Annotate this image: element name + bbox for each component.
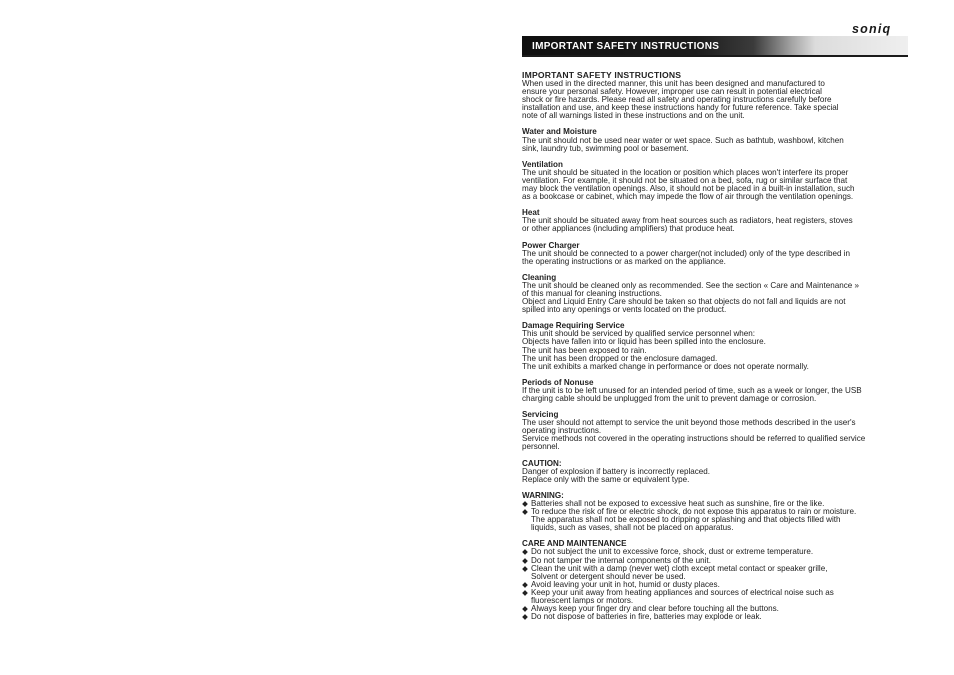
section-heat	[522, 209, 906, 233]
list-item-text: Avoid leaving your unit in hot, humid or dusty places.	[531, 579, 720, 589]
banner-title: IMPORTANT SAFETY INSTRUCTIONS	[532, 41, 720, 52]
section-title: Water and Moisture	[522, 127, 597, 137]
diamond-bullet-icon	[522, 509, 528, 515]
section-title: Cleaning	[522, 272, 557, 282]
section-caution	[522, 460, 906, 484]
list-item-text: Always keep your finger dry and clear before touching all the buttons.	[531, 604, 779, 614]
section-body: The unit should be connected to a power charger(not included) only of the type described in the operating instructions or as marked on the appliance.	[522, 248, 851, 266]
section-warning	[522, 492, 906, 532]
list-item	[522, 508, 906, 532]
section-care-maintenance	[522, 540, 906, 621]
section-power-charger	[522, 242, 906, 266]
section-servicing	[522, 411, 906, 451]
diamond-bullet-icon	[522, 606, 528, 612]
section-title: CARE AND MAINTENANCE	[522, 539, 627, 549]
section-body: The unit should be cleaned only as recommended. See the section « Care and Maintenance » of this manual for cleaning instructions. Object and Liquid Entry Care should be taken so that objects do not fall and liquids are not spilled into any openings or vents located on the product.	[522, 280, 860, 315]
section-body: The user should not attempt to service the unit beyond those methods described in the user's operating instructions. Service methods not covered in the operating instructions should be referred to qualified service personnel.	[522, 418, 866, 452]
page-title: IMPORTANT SAFETY INSTRUCTIONS	[522, 70, 682, 80]
intro-section	[522, 70, 906, 120]
safety-content	[522, 70, 906, 621]
list-item	[522, 565, 906, 581]
intro-text: When used in the directed manner, this unit has been designed and manufactured to ensure your personal safety. However, improper use can result in potential electrical shock or fire hazards. Please read all safety and operating instructions carefully before installation and use, and keep these instructions handy for future reference. Take special note of all warnings listed in these instructions and on the unit.	[522, 79, 839, 121]
warning-list	[522, 500, 906, 532]
section-ventilation	[522, 161, 906, 201]
section-cleaning	[522, 274, 906, 314]
section-body: Danger of explosion if battery is incorrectly replaced. Replace only with the same or equivalent type.	[522, 466, 711, 484]
diamond-bullet-icon	[522, 590, 528, 596]
list-item-text: Do not dispose of batteries in fire, batteries may explode or leak.	[531, 612, 762, 622]
section-damage-requiring-service	[522, 322, 906, 371]
section-title: Heat	[522, 208, 540, 218]
diamond-bullet-icon	[522, 501, 528, 507]
list-item-text: Do not tamper the internal components of the unit.	[531, 555, 711, 565]
list-item	[522, 613, 906, 621]
diamond-bullet-icon	[522, 582, 528, 588]
section-title: Periods of Nonuse	[522, 377, 594, 387]
care-list	[522, 548, 906, 621]
section-title: WARNING:	[522, 490, 564, 500]
brand-logo: soniq	[852, 22, 892, 36]
list-item-text: Clean the unit with a damp (never wet) cloth except metal contact or speaker grille, Solvent or detergent should never be used.	[531, 563, 828, 581]
list-item	[522, 589, 906, 605]
section-body: The unit should not be used near water or wet space. Such as bathtub, washbowl, kitchen sink, laundry tub, swimming pool or basement.	[522, 135, 844, 153]
section-title: Power Charger	[522, 240, 580, 250]
section-water-moisture	[522, 128, 906, 152]
section-periods-of-nonuse	[522, 379, 906, 403]
list-item-text: Keep your unit away from heating appliances and sources of electrical noise such as fluorescent lamps or motors.	[531, 587, 834, 605]
diamond-bullet-icon	[522, 558, 528, 564]
section-title: Servicing	[522, 410, 559, 420]
diamond-bullet-icon	[522, 566, 528, 572]
list-item-text: To reduce the risk of fire or electric shock, do not expose this apparatus to rain or moisture. The apparatus shall not be exposed to dripping or splashing and that objects filled with liquids, such as vases, shall not be placed on apparatus.	[531, 507, 857, 533]
section-title: Damage Requiring Service	[522, 321, 625, 331]
section-body: The unit should be situated away from heat sources such as radiators, heat registers, stoves or other appliances (including amplifiers) that produce heat.	[522, 216, 853, 234]
diamond-bullet-icon	[522, 614, 528, 620]
list-item-text: Do not subject the unit to excessive force, shock, dust or extreme temperature.	[531, 547, 814, 557]
section-body: If the unit is to be left unused for an intended period of time, such as a week or longer, the USB charging cable should be unplugged from the unit to prevent damage or corrosion.	[522, 385, 862, 403]
section-title: Ventilation	[522, 159, 563, 169]
section-title: CAUTION:	[522, 458, 562, 468]
section-body: This unit should be serviced by qualified service personnel when: Objects have fallen into or liquid has been spilled into the enclosure. The unit has been exposed to rain. The unit has been dropped or the enclosure damaged. The unit exhibits a marked change in performance or does not operate normally.	[522, 329, 809, 371]
section-body: The unit should be situated in the location or position which places won't interfere its proper ventilation. For example, it should not be situated on a bed, sofa, rug or similar surface that may block the ventilation openings. Also, it should not be placed in a built-in installation, such as a bookcase or cabinet, which may impede the flow of air through the ventilation openings.	[522, 167, 855, 202]
list-item-text: Batteries shall not be exposed to excessive heat such as sunshine, fire or the like.	[531, 498, 825, 508]
diamond-bullet-icon	[522, 550, 528, 556]
section-banner	[522, 36, 908, 57]
